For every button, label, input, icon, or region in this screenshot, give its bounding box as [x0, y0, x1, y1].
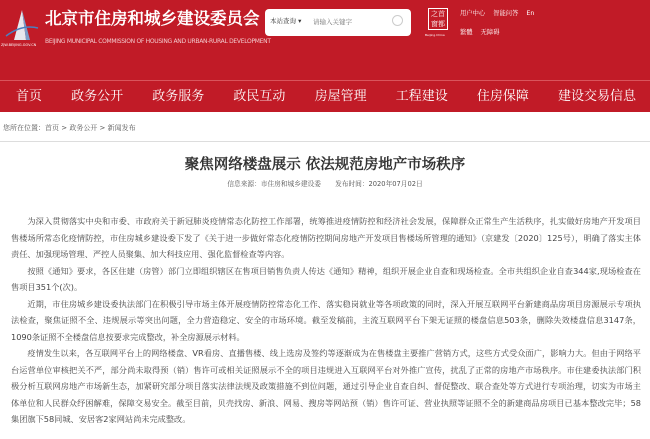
user-center-link[interactable]: 用户中心 — [460, 10, 486, 17]
article-date: 发布时间：2020年07月02日 — [335, 180, 423, 188]
article-meta — [0, 180, 650, 189]
top-links-2 — [460, 29, 506, 37]
logo-caption: ZJW.BEIJING.GOV.CN — [1, 43, 37, 47]
site-header — [0, 0, 650, 112]
nav-housing-security[interactable]: 住房保障 — [476, 89, 529, 104]
search-input[interactable] — [313, 15, 383, 28]
traditional-chinese-link[interactable]: 繁體 — [460, 29, 473, 36]
search-scope-dropdown[interactable]: 本站查询 ▾ — [270, 17, 302, 25]
nav-engineering[interactable]: 工程建设 — [395, 89, 448, 104]
commission-logo[interactable] — [2, 6, 40, 42]
paragraph: 疫情发生以来，各互联网平台上的网络楼盘、VR看房、直播售楼、线上选房及签约等逐渐成为在售楼盘主要推广营销方式，这些方式受众面广，影响力大。但由于网络平台运营单位审核把关不严，部分尚未取得预（销）售许可或相关证照展示不全的项目违规进入互联网平台对外推广宣传，扰乱了正常的房地产市场秩序。市住建委执法部门积极分析互联网房地产市场新生态，加紧研究部分项目落实法律法规及政策措施不到位问题，通过引导企业自查自纠、督促整改、联合查处等方式进行专项治理，切实为市场主体单位和人民群众纾困解难，保障交易安全。截至目前，贝壳找房、新浪、网易、搜房等网站预（销）售许可证、营业执照等证照不全的新建商品房项目已基本整改完毕；58集团旗下58同城、安居客2家网站尚未完成整改。 — [11, 348, 641, 424]
nav-gov-affairs-open[interactable]: 政务公开 — [71, 89, 124, 104]
nav-transaction-info[interactable]: 建设交易信息 — [557, 89, 636, 104]
search-icon[interactable] — [392, 15, 403, 26]
english-link[interactable]: En — [526, 10, 535, 17]
paragraph: 按照《通知》要求，各区住建（房管）部门立即组织辖区在售项目销售负责人传达《通知》精神，组织开展企业自查和现场检查。全市共组织企业自查344家,现场检查在售项目351个(次)。 — [11, 265, 641, 292]
nav-housing-management[interactable]: 房屋管理 — [314, 89, 367, 104]
article-source: 信息来源：市住房和城乡建设委 — [227, 180, 321, 188]
capital-logo: 之首 窗都 — [428, 8, 448, 30]
article-title: 聚焦网络楼盘展示 依法规范房地产市场秩序 — [184, 157, 466, 173]
accessibility-link[interactable]: 无障碍 — [480, 29, 500, 36]
nav-interaction[interactable]: 政民互动 — [233, 89, 286, 104]
site-title-en: BEIJING MUNICIPAL COMMISSION OF HOUSING AND URBAN-RURAL DEVELOPMENT — [45, 38, 271, 45]
main-nav — [0, 84, 650, 110]
article-body — [11, 213, 641, 428]
top-links — [460, 10, 540, 18]
site-title: 北京市住房和城乡建设委员会 — [45, 9, 260, 28]
paragraph: 为深入贯彻落实中央和市委、市政府关于新冠肺炎疫情常态化防控工作部署，统筹推进疫情防控和经济社会发展，保障群众正常生产生活秩序，扎实做好房地产开发项目售楼场所常态化疫情防控，市住房城乡建设委下发了《关于进一步做好常态化疫情防控期间房地产开发项目售楼场所管理的通知》（京建发〔2020〕125号），明确了落实主体责任、加强现场管理、严控人员聚集、加大科技应用、强化监督检查等内容。 — [11, 216, 641, 259]
paragraph: 近期，市住房城乡建设委执法部门在积极引导市场主体开展疫情防控常态化工作、落实稳岗就业等各项政策的同时，深入开展互联网平台新建商品房项目房源展示专项执法检查，聚焦证照不全、违规展示等突出问题，全力营造稳定、安全的市场环境。截至发稿前，主流互联网平台下架无证照的楼盘信息503条，删除失效楼盘信息3147条，1090条证照不全楼盘信息按要求完成整改，补全房源展示材料。 — [11, 298, 641, 342]
nav-gov-services[interactable]: 政务服务 — [152, 89, 205, 104]
smart-qa-link[interactable]: 智能问答 — [493, 10, 519, 17]
search-box — [265, 9, 411, 36]
header-divider — [0, 80, 650, 81]
capital-logo-caption: Beijing·China — [425, 33, 445, 37]
breadcrumb[interactable]: 您所在位置：首页 > 政务公开 > 新闻发布 — [3, 124, 136, 132]
divider — [0, 141, 650, 142]
nav-home[interactable]: 首页 — [16, 89, 43, 104]
